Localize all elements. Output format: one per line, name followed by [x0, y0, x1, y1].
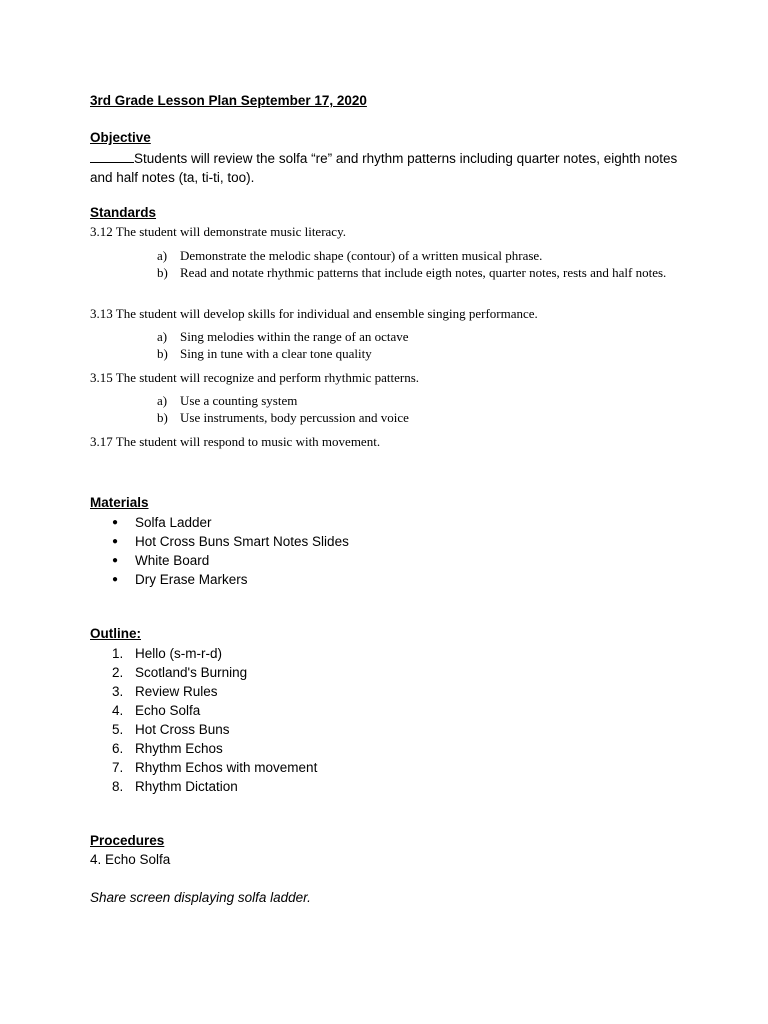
bullet-icon: ● — [112, 555, 119, 566]
materials-list — [112, 513, 349, 589]
objective-blank — [90, 150, 134, 163]
list-item: 3. Review Rules — [112, 684, 218, 699]
list-item: 1. Hello (s-m-r-d) — [112, 646, 222, 661]
bullet-icon: ● — [112, 517, 119, 528]
objective-heading: Objective — [90, 130, 151, 145]
list-item: 4. Echo Solfa — [112, 703, 201, 718]
materials-heading: Materials — [90, 495, 149, 510]
standard-3-13-subitems — [157, 329, 677, 362]
list-item: b) Sing in tune with a clear tone quality — [157, 345, 372, 361]
list-item: ● White Board — [112, 553, 210, 568]
standard-3-15-subitems — [157, 393, 677, 426]
document-title: 3rd Grade Lesson Plan September 17, 2020 — [90, 93, 367, 108]
list-item: a) Demonstrate the melodic shape (contour) of a written musical phrase. — [157, 248, 543, 263]
standards-heading: Standards — [90, 205, 157, 220]
list-item: 7. Rhythm Echos with movement — [112, 760, 318, 775]
standard-3-17: 3.17 The student will respond to music with movement. — [90, 434, 381, 449]
procedures-step: 4. Echo Solfa — [90, 852, 171, 867]
list-item: 8. Rhythm Dictation — [112, 779, 238, 794]
standard-3-13: 3.13 The student will develop skills for individual and ensemble singing performance. — [90, 306, 538, 321]
list-item: ● Dry Erase Markers — [112, 572, 248, 587]
standard-3-12: 3.12 The student will demonstrate music literacy. — [90, 224, 346, 239]
standard-3-15: 3.15 The student will recognize and perform rhythmic patterns. — [90, 370, 419, 385]
list-item: a) Sing melodies within the range of an octave — [157, 329, 409, 344]
outline-list — [112, 644, 317, 796]
bullet-icon: ● — [112, 574, 119, 585]
standard-3-12-subitems — [157, 248, 677, 281]
list-item: b) Use instruments, body percussion and voice — [157, 409, 409, 425]
list-item: ● Hot Cross Buns Smart Notes Slides — [112, 534, 349, 549]
procedures-note: Share screen displaying solfa ladder. — [90, 890, 311, 905]
list-item: 6. Rhythm Echos — [112, 741, 223, 756]
outline-heading: Outline: — [90, 626, 141, 641]
list-item: b) Read and notate rhythmic patterns that include eigth notes, quarter notes, rests and half notes. — [157, 264, 667, 280]
procedures-heading: Procedures — [90, 833, 165, 848]
list-item: ● Solfa Ladder — [112, 515, 212, 530]
list-item: a) Use a counting system — [157, 393, 298, 408]
list-item: 2. Scotland's Burning — [112, 665, 248, 680]
list-item: 5. Hot Cross Buns — [112, 722, 230, 737]
objective-text: Students will review the solfa “re” and rhythm patterns including quarter notes, eighth notes and half notes (ta, ti-ti, too). — [90, 151, 678, 185]
objective-text-block — [90, 149, 690, 187]
bullet-icon: ● — [112, 536, 119, 547]
